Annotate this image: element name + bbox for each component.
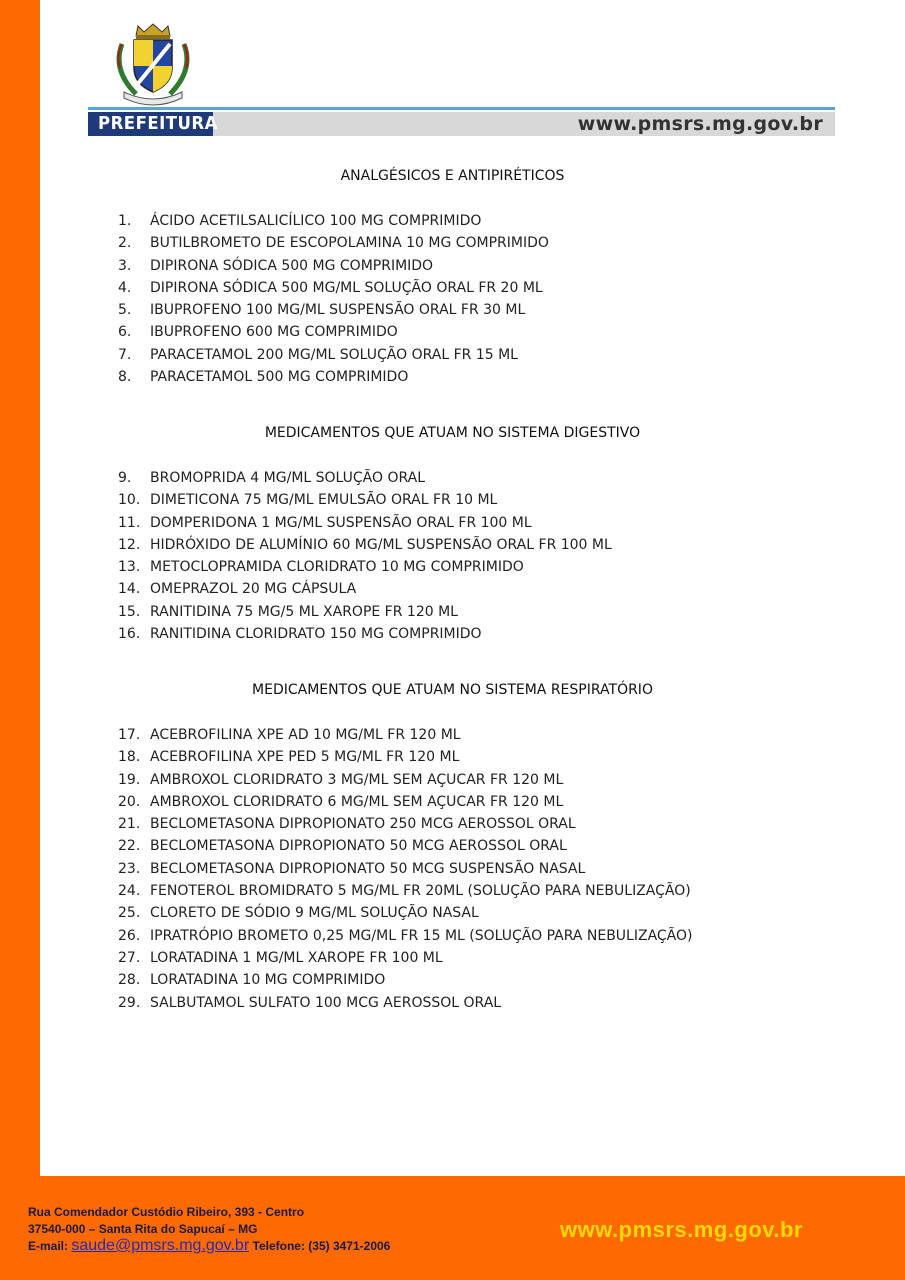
list-item-text: DOMPERIDONA 1 MG/ML SUSPENSÃO ORAL FR 100 ML: [150, 514, 532, 531]
list-item: [118, 299, 549, 321]
header-website-url: www.pmsrs.mg.gov.br: [577, 113, 823, 135]
list-item-number: 2.: [118, 235, 132, 252]
footer-phone: Telefone: (35) 3471-2006: [252, 1239, 391, 1253]
list-item-text: BECLOMETASONA DIPROPIONATO 50 MCG SUSPENSÃO NASAL: [150, 860, 586, 877]
medication-list-analgesicos: [118, 210, 549, 388]
list-item-number: 3.: [118, 257, 132, 274]
list-item-text: LORATADINA 10 MG COMPRIMIDO: [150, 972, 386, 989]
list-item-number: 12.: [118, 536, 141, 553]
list-item: [118, 947, 693, 969]
list-item: [118, 601, 612, 623]
list-item-text: DIPIRONA SÓDICA 500 MG/ML SOLUÇÃO ORAL FR 20 ML: [150, 279, 543, 296]
section-title-digestivo: MEDICAMENTOS QUE ATUAM NO SISTEMA DIGESTIVO: [264, 425, 641, 441]
header-top-line: [88, 107, 835, 110]
list-item-number: 27.: [118, 949, 141, 966]
list-item-text: ACEBROFILINA XPE AD 10 MG/ML FR 120 ML: [150, 727, 461, 743]
list-item: [118, 467, 612, 489]
footer-email-link[interactable]: saude@pmsrs.mg.gov.br: [71, 1237, 250, 1254]
list-item: [118, 366, 549, 388]
list-item: [118, 210, 549, 232]
list-item-number: 4.: [118, 279, 132, 296]
footer-website-url[interactable]: www.pmsrs.mg.gov.br: [560, 1217, 803, 1242]
list-item-number: 19.: [118, 771, 141, 788]
list-item: [118, 925, 693, 947]
list-item-text: LORATADINA 1 MG/ML XAROPE FR 100 ML: [150, 949, 443, 966]
list-item-number: 18.: [118, 749, 141, 766]
medication-list-digestivo: [118, 467, 612, 645]
list-item-text: RANITIDINA 75 MG/5 ML XAROPE FR 120 ML: [150, 603, 458, 620]
section-title-analgesicos: ANALGÉSICOS E ANTIPIRÉTICOS: [340, 168, 565, 184]
list-item: [118, 835, 693, 857]
list-item-text: RANITIDINA CLORIDRATO 150 MG COMPRIMIDO: [150, 626, 482, 643]
list-item-text: DIPIRONA SÓDICA 500 MG COMPRIMIDO: [150, 257, 434, 274]
list-item: [118, 512, 612, 534]
list-item-text: BROMOPRIDA 4 MG/ML SOLUÇÃO ORAL: [150, 470, 426, 486]
list-item: [118, 769, 693, 791]
list-item-number: 23.: [118, 860, 141, 877]
list-item-text: IBUPROFENO 600 MG COMPRIMIDO: [150, 324, 398, 341]
footer-email-label: E-mail:: [28, 1239, 69, 1253]
list-item-text: OMEPRAZOL 20 MG CÁPSULA: [150, 581, 357, 598]
list-item: [118, 813, 693, 835]
list-item-number: 1.: [118, 213, 132, 229]
footer-address-line1: Rua Comendador Custódio Ribeiro, 393 - Centro: [28, 1205, 305, 1219]
medication-list-respiratorio: [118, 724, 693, 1014]
list-item: [118, 556, 612, 578]
footer-address-line2: 37540-000 – Santa Rita do Sapucaí – MG: [28, 1222, 258, 1236]
list-item-number: 11.: [118, 514, 141, 531]
list-item-text: PARACETAMOL 500 MG COMPRIMIDO: [150, 369, 409, 386]
list-item: [118, 623, 612, 645]
list-item-text: PARACETAMOL 200 MG/ML SOLUÇÃO ORAL FR 15 ML: [150, 346, 518, 363]
list-item-text: AMBROXOL CLORIDRATO 6 MG/ML SEM AÇUCAR FR 120 ML: [150, 793, 564, 810]
list-item-text: ÁCIDO ACETILSALICÍLICO 100 MG COMPRIMIDO: [150, 213, 482, 229]
list-item-text: ACEBROFILINA XPE PED 5 MG/ML FR 120 ML: [150, 749, 460, 766]
list-item-number: 14.: [118, 581, 141, 598]
list-item-number: 5.: [118, 302, 132, 319]
list-item-number: 20.: [118, 793, 141, 810]
list-item: [118, 791, 693, 813]
list-item-number: 16.: [118, 626, 141, 643]
list-item-text: IPRATRÓPIO BROMETO 0,25 MG/ML FR 15 ML (SOLUÇÃO PARA NEBULIZAÇÃO): [150, 927, 693, 944]
list-item-number: 21.: [118, 816, 141, 833]
list-item-number: 13.: [118, 559, 141, 576]
list-item-number: 6.: [118, 324, 132, 341]
list-item: [118, 724, 693, 746]
list-item: [118, 578, 612, 600]
list-item-text: DIMETICONA 75 MG/ML EMULSÃO ORAL FR 10 ML: [150, 492, 498, 509]
list-item: [118, 344, 549, 366]
list-item-text: FENOTEROL BROMIDRATO 5 MG/ML FR 20ML (SOLUÇÃO PARA NEBULIZAÇÃO): [150, 883, 691, 900]
list-item: [118, 321, 549, 343]
section-title-respiratorio: MEDICAMENTOS QUE ATUAM NO SISTEMA RESPIRATÓRIO: [252, 682, 653, 698]
list-item-text: IBUPROFENO 100 MG/ML SUSPENSÃO ORAL FR 30 ML: [150, 302, 526, 319]
list-item: [118, 746, 693, 768]
list-item: [118, 992, 693, 1014]
list-item-text: BECLOMETASONA DIPROPIONATO 50 MCG AEROSSOL ORAL: [150, 838, 567, 855]
list-item-number: 26.: [118, 927, 141, 944]
list-item: [118, 969, 693, 991]
list-item-number: 28.: [118, 972, 141, 989]
list-item: [118, 880, 693, 902]
list-item: [118, 277, 549, 299]
list-item: [118, 902, 693, 924]
list-item: [118, 534, 612, 556]
list-item-number: 7.: [118, 346, 132, 363]
list-item-text: BECLOMETASONA DIPROPIONATO 250 MCG AEROSSOL ORAL: [150, 816, 576, 833]
list-item-number: 8.: [118, 369, 132, 386]
list-item-number: 22.: [118, 838, 141, 855]
municipal-crest-icon: [106, 22, 200, 106]
left-orange-stripe: [0, 0, 40, 1280]
list-item-text: METOCLOPRAMIDA CLORIDRATO 10 MG COMPRIMIDO: [150, 559, 524, 576]
list-item-text: HIDRÓXIDO DE ALUMÍNIO 60 MG/ML SUSPENSÃO ORAL FR 100 ML: [150, 536, 612, 553]
header-brand-label: PREFEITURA: [98, 113, 218, 134]
list-item-number: 29.: [118, 994, 141, 1011]
list-item: [118, 255, 549, 277]
list-item: [118, 232, 549, 254]
list-item-number: 17.: [118, 727, 141, 743]
list-item-number: 25.: [118, 905, 141, 922]
list-item-text: BUTILBROMETO DE ESCOPOLAMINA 10 MG COMPRIMIDO: [150, 235, 549, 252]
list-item-text: SALBUTAMOL SULFATO 100 MCG AEROSSOL ORAL: [150, 994, 502, 1011]
list-item-text: CLORETO DE SÓDIO 9 MG/ML SOLUÇÃO NASAL: [150, 905, 479, 922]
list-item: [118, 489, 612, 511]
list-item-number: 10.: [118, 492, 141, 509]
header-bar: [88, 107, 835, 137]
footer-contact-line: [28, 1237, 390, 1255]
list-item-number: 15.: [118, 603, 141, 620]
list-item-number: 24.: [118, 883, 141, 900]
list-item-number: 9.: [118, 470, 132, 486]
list-item: [118, 858, 693, 880]
list-item-text: AMBROXOL CLORIDRATO 3 MG/ML SEM AÇUCAR FR 120 ML: [150, 771, 564, 788]
